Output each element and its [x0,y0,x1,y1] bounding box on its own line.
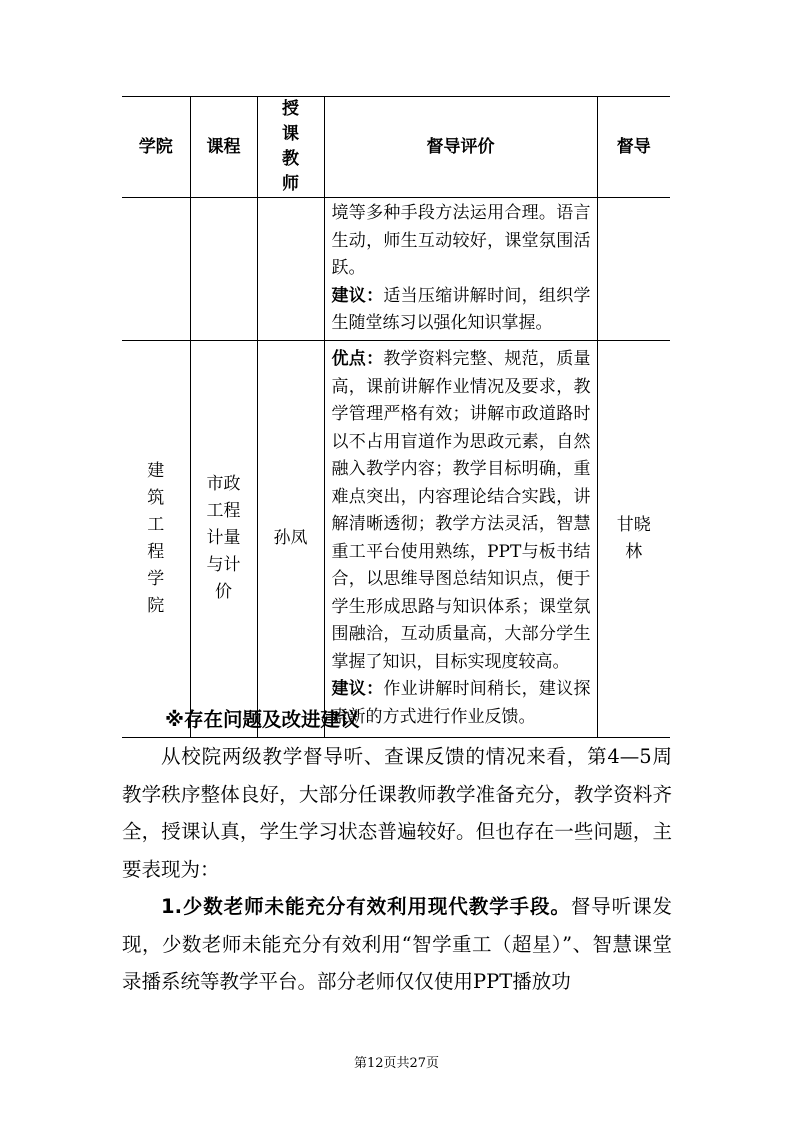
header-supervisor: 督导 [597,97,670,198]
cell-college-empty [122,198,190,341]
header-course: 课程 [190,97,257,198]
section-title: ※存在问题及改进建议 [165,708,360,731]
cell-teacher: 孙凤 [257,340,324,737]
table-row [122,340,670,737]
cell-evaluation [324,340,597,737]
evaluation-table [122,96,670,738]
item-1-text: 督导听课发现，少数老师未能充分有效利用“智学重工（超星）”、智慧课堂录播系统等教学平台。部分老师仅仅使用PPT播放功 [122,895,672,993]
suggestion-label: 建议： [331,285,384,306]
cell-course-empty [190,198,257,341]
header-teacher: 授课教师 [257,97,324,198]
advantage-text: 教学资料完整、规范，质量高，课前讲解作业情况及要求，教学管理严格有效；讲解市政道路时以不占用盲道作为思政元素，自然融入教学内容；教学目标明确，重难点突出，内容理论结合实践，讲解清晰透彻；教学方法灵活，智慧重工平台使用熟练，PPT与板书结合，以思维导图总结知识点，便于学生形成思路与知识体系；课堂氛围融洽，互动质量高，大部分学生掌握了知识，目标实现度较高。 [331,349,591,672]
evaluation-text: 境等多种手段方法运用合理。语言生动，师生互动较好，课堂氛围活跃。 [331,203,591,278]
cell-supervisor: 甘晓林 [597,340,670,737]
advantage-label: 优点： [331,349,384,369]
header-evaluation: 督导评价 [324,97,597,198]
header-college: 学院 [122,97,190,198]
cell-college: 建筑工程学院 [122,340,190,737]
cell-teacher-empty [257,198,324,341]
cell-evaluation-continued [324,198,597,341]
cell-course: 市政工程计量与计价 [190,340,257,737]
section-body [122,738,672,1001]
suggestion-text: 作业讲解时间稍长，建议探索新的方式进行作业反馈。 [331,679,591,727]
paragraph-1: 从校院两级教学督导听、查课反馈的情况来看，第4—5周教学秩序整体良好，大部分任课教师教学准备充分，教学资料齐全，授课认真，学生学习状态普遍较好。但也存在一些问题，主要表现为： [122,745,672,881]
paragraph-item-1 [122,888,672,1001]
cell-supervisor-empty [597,198,670,341]
item-1-lead: 1.少数老师未能充分有效利用现代教学手段。 [161,895,571,918]
table-header-row [122,97,670,198]
page-footer: 第12页共27页 [353,1056,440,1071]
suggestion-text: 适当压缩讲解时间，组织学生随堂练习以强化知识掌握。 [331,285,591,333]
suggestion-label: 建议： [331,679,384,699]
table-row-continued [122,198,670,341]
